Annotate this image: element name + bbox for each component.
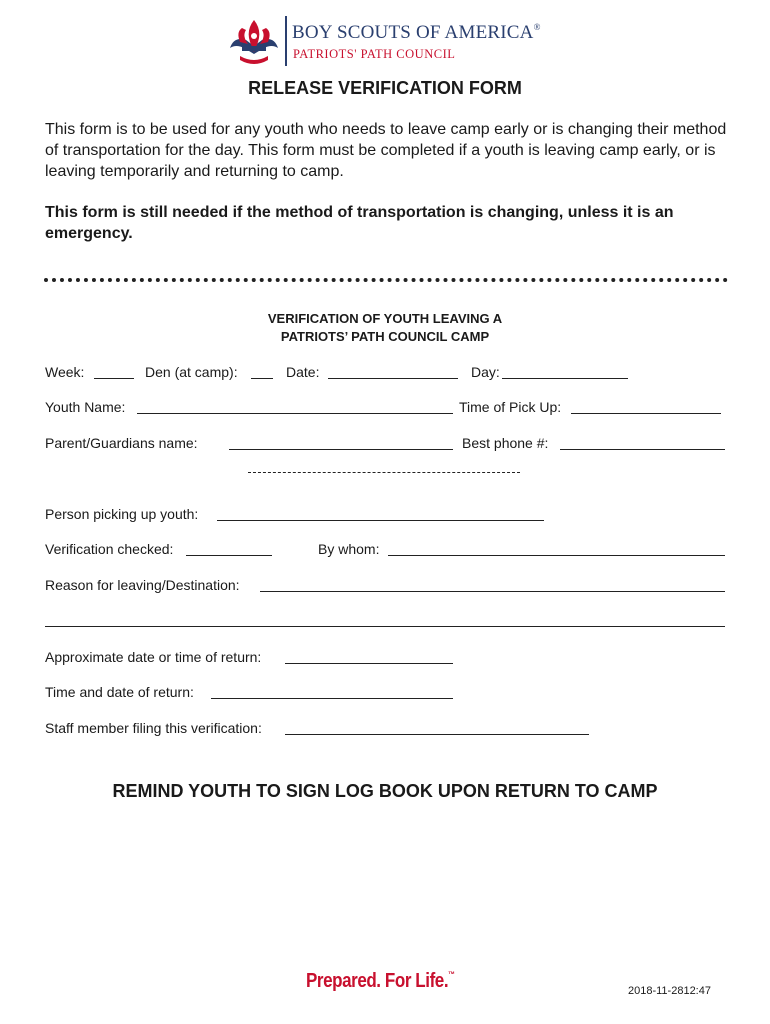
form-title: RELEASE VERIFICATION FORM bbox=[248, 78, 522, 98]
by-whom-label: By whom: bbox=[318, 541, 380, 557]
staff-member-label: Staff member filing this verification: bbox=[45, 720, 262, 736]
reason-label: Reason for leaving/Destination: bbox=[45, 577, 240, 593]
youth-name-field[interactable] bbox=[137, 413, 453, 414]
reason-field-continued[interactable] bbox=[45, 626, 725, 627]
approx-return-field[interactable] bbox=[285, 663, 453, 664]
date-label: Date: bbox=[286, 364, 320, 380]
tagline-trademark: ™ bbox=[448, 970, 455, 979]
verification-checked-label: Verification checked: bbox=[45, 541, 174, 557]
actual-return-field[interactable] bbox=[211, 698, 453, 699]
reminder-text: REMIND YOUTH TO SIGN LOG BOOK UPON RETURN TO CAMP bbox=[112, 781, 658, 801]
org-trademark: ® bbox=[533, 22, 541, 32]
logo-divider bbox=[285, 16, 287, 66]
by-whom-field[interactable] bbox=[388, 555, 725, 556]
verification-checked-field[interactable] bbox=[186, 555, 272, 556]
dashed-divider bbox=[248, 472, 520, 473]
pickup-time-field[interactable] bbox=[571, 413, 721, 414]
transportation-note: This form is still needed if the method of transportation is changing, unless it is an emergency. bbox=[45, 204, 674, 242]
week-label: Week: bbox=[45, 364, 85, 380]
parent-name-field[interactable] bbox=[229, 449, 453, 450]
day-field[interactable] bbox=[502, 378, 628, 379]
den-label: Den (at camp): bbox=[145, 364, 238, 380]
section-title-line2: PATRIOTS’ PATH COUNCIL CAMP bbox=[280, 329, 490, 344]
pickup-time-label: Time of Pick Up: bbox=[459, 399, 562, 415]
tagline: Prepared. For Life.™ bbox=[306, 970, 455, 992]
section-title bbox=[0, 310, 770, 346]
bsa-fleur-de-lis-icon bbox=[228, 18, 280, 68]
council-name: PATRIOTS' PATH COUNCIL bbox=[293, 47, 456, 61]
day-label: Day: bbox=[471, 364, 500, 380]
approx-return-label: Approximate date or time of return: bbox=[45, 649, 262, 665]
den-field[interactable] bbox=[251, 378, 273, 379]
best-phone-label: Best phone #: bbox=[462, 435, 549, 451]
youth-name-label: Youth Name: bbox=[45, 399, 126, 415]
person-picking-up-label: Person picking up youth: bbox=[45, 506, 199, 522]
actual-return-label: Time and date of return: bbox=[45, 684, 194, 700]
parent-name-label: Parent/Guardians name: bbox=[45, 435, 198, 451]
intro-paragraph: This form is to be used for any youth who needs to leave camp early or is changing their method of transportation for the day. This form must be completed if a youth is leaving camp early, or is leaving temporarily and returning to camp. bbox=[45, 121, 727, 180]
section-title-line1: VERIFICATION OF YOUTH LEAVING A bbox=[267, 311, 503, 326]
week-field[interactable] bbox=[94, 378, 134, 379]
staff-member-field[interactable] bbox=[285, 734, 589, 735]
reason-field[interactable] bbox=[260, 591, 725, 592]
best-phone-field[interactable] bbox=[560, 449, 725, 450]
timestamp: 2018-11-2812:47 bbox=[628, 985, 711, 997]
dotted-divider bbox=[44, 278, 728, 282]
org-name: BOY SCOUTS OF AMERICA® bbox=[292, 22, 541, 43]
person-picking-up-field[interactable] bbox=[217, 520, 544, 521]
date-field[interactable] bbox=[328, 378, 458, 379]
